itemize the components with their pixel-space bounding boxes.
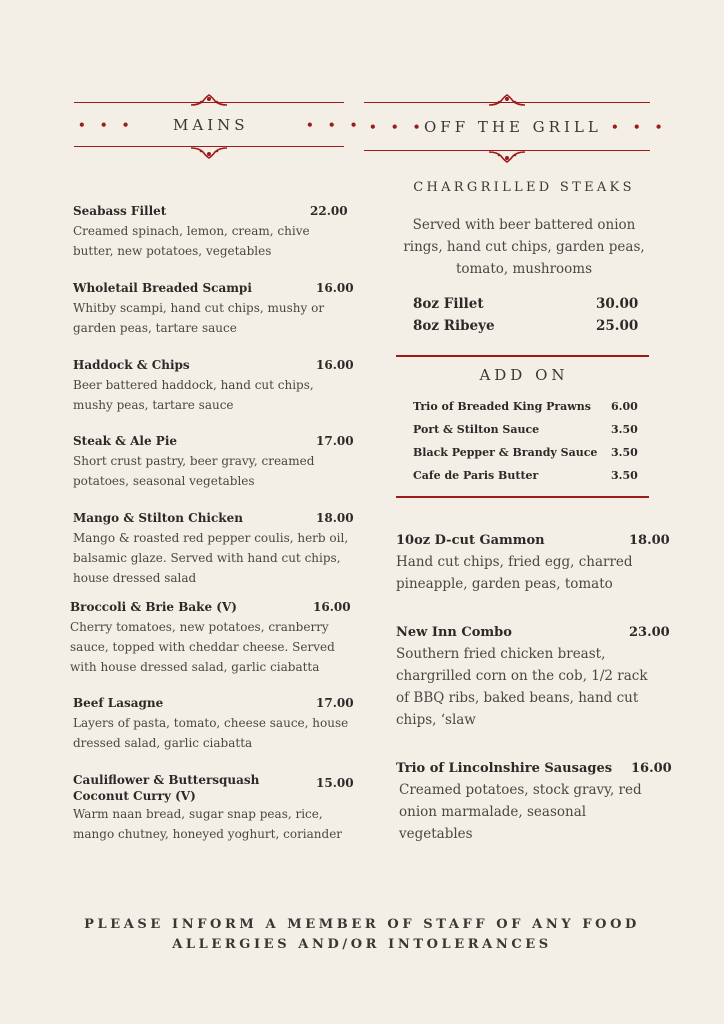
item-name: Wholetail Breaded Scampi <box>73 281 252 295</box>
flourish-icon <box>189 93 229 107</box>
item-description: Warm naan bread, sugar snap peas, rice, mango chutney, honeyed yoghurt, coriander <box>73 807 343 841</box>
menu-item <box>396 533 668 595</box>
addon-price: 6.00 <box>611 400 638 413</box>
item-price: 18.00 <box>316 511 354 525</box>
decorative-dots: • • • <box>78 118 135 132</box>
decorative-dots: • • • <box>369 120 426 134</box>
item-description: Cherry tomatoes, new potatoes, cranberry sauce, topped with cheddar cheese. Served with house dressed salad, garlic ciabatta <box>70 620 335 674</box>
item-price: 18.00 <box>629 533 670 548</box>
addon-item <box>413 400 638 413</box>
item-price: 23.00 <box>629 625 670 640</box>
addon-name: Port & Stilton Sauce <box>413 423 540 436</box>
addon-item <box>413 469 638 482</box>
item-price: 17.00 <box>316 434 354 448</box>
menu-item <box>73 773 363 844</box>
addon-item <box>413 423 638 436</box>
item-name: Steak & Ale Pie <box>73 434 178 448</box>
flourish-icon <box>189 146 229 160</box>
item-name: Trio of Lincolnshire Sausages <box>396 761 613 776</box>
item-price: 15.00 <box>316 776 354 790</box>
item-description: Short crust pastry, beer gravy, creamed potatoes, seasonal vegetables <box>73 454 315 488</box>
item-price: 22.00 <box>310 204 348 218</box>
item-price: 16.00 <box>316 281 354 295</box>
menu-item <box>73 358 353 415</box>
item-name: Haddock & Chips <box>73 358 190 372</box>
item-description: Whitby scampi, hand cut chips, mushy or garden peas, tartare sauce <box>73 301 325 335</box>
divider <box>396 496 649 498</box>
item-name: Mango & Stilton Chicken <box>73 511 243 525</box>
addon-price: 3.50 <box>611 446 638 459</box>
item-price: 16.00 <box>313 600 351 614</box>
steaks-description: Served with beer battered onion rings, hand cut chips, garden peas, tomato, mushrooms <box>403 217 645 277</box>
steaks-title: CHARGRILLED STEAKS <box>413 180 635 195</box>
item-name: Broccoli & Brie Bake (V) <box>70 600 237 614</box>
mains-title: MAINS <box>173 116 249 134</box>
addon-price: 3.50 <box>611 423 638 436</box>
flourish-icon <box>487 93 527 107</box>
item-name: Beef Lasagne <box>73 696 164 710</box>
steak-name: 8oz Ribeye <box>413 318 495 334</box>
menu-item <box>396 625 668 731</box>
item-description: Beer battered haddock, hand cut chips, mushy peas, tartare sauce <box>73 378 314 412</box>
addon-item <box>413 446 638 459</box>
addon-price: 3.50 <box>611 469 638 482</box>
grill-title: OFF THE GRILL <box>424 118 602 136</box>
menu-item <box>396 761 670 845</box>
decorative-dots: • • • <box>611 120 668 134</box>
item-description: Layers of pasta, tomato, cheese sauce, house dressed salad, garlic ciabatta <box>73 716 349 750</box>
menu-item <box>73 696 363 753</box>
item-name: Cauliflower & Buttersquash Coconut Curry (V) <box>73 773 260 803</box>
steak-price: 30.00 <box>596 296 639 312</box>
addon-name: Cafe de Paris Butter <box>413 469 539 482</box>
menu-item <box>73 204 353 261</box>
steak-price: 25.00 <box>596 318 639 334</box>
item-price: 17.00 <box>316 696 354 710</box>
item-name: Seabass Fillet <box>73 204 167 218</box>
menu-item <box>73 281 353 338</box>
item-description: Creamed potatoes, stock gravy, red onion marmalade, seasonal vegetables <box>399 782 642 842</box>
steak-name: 8oz Fillet <box>413 296 484 312</box>
menu-item <box>70 600 360 677</box>
divider <box>396 355 649 357</box>
addon-name: Black Pepper & Brandy Sauce <box>413 446 598 459</box>
item-price: 16.00 <box>631 761 672 776</box>
item-name: New Inn Combo <box>396 625 512 640</box>
addon-title: ADD ON <box>479 366 569 384</box>
item-price: 16.00 <box>316 358 354 372</box>
item-description: Creamed spinach, lemon, cream, chive butter, new potatoes, vegetables <box>73 224 310 258</box>
menu-item <box>73 511 363 588</box>
item-description: Southern fried chicken breast, chargrilled corn on the cob, 1/2 rack of BBQ ribs, baked beans, hand cut chips, ‘slaw <box>396 646 648 728</box>
addon-name: Trio of Breaded King Prawns <box>413 400 591 413</box>
item-description: Hand cut chips, fried egg, charred pineapple, garden peas, tomato <box>396 554 633 592</box>
decorative-dots: • • • <box>306 118 363 132</box>
menu-item <box>73 434 353 491</box>
flourish-icon <box>487 150 527 164</box>
item-name: 10oz D-cut Gammon <box>396 533 545 548</box>
allergy-notice: PLEASE INFORM A MEMBER OF STAFF OF ANY FOOD ALLERGIES AND/OR INTOLERANCES <box>84 917 640 952</box>
item-description: Mango & roasted red pepper coulis, herb oil, balsamic glaze. Served with hand cut chips, house dressed salad <box>73 531 349 585</box>
